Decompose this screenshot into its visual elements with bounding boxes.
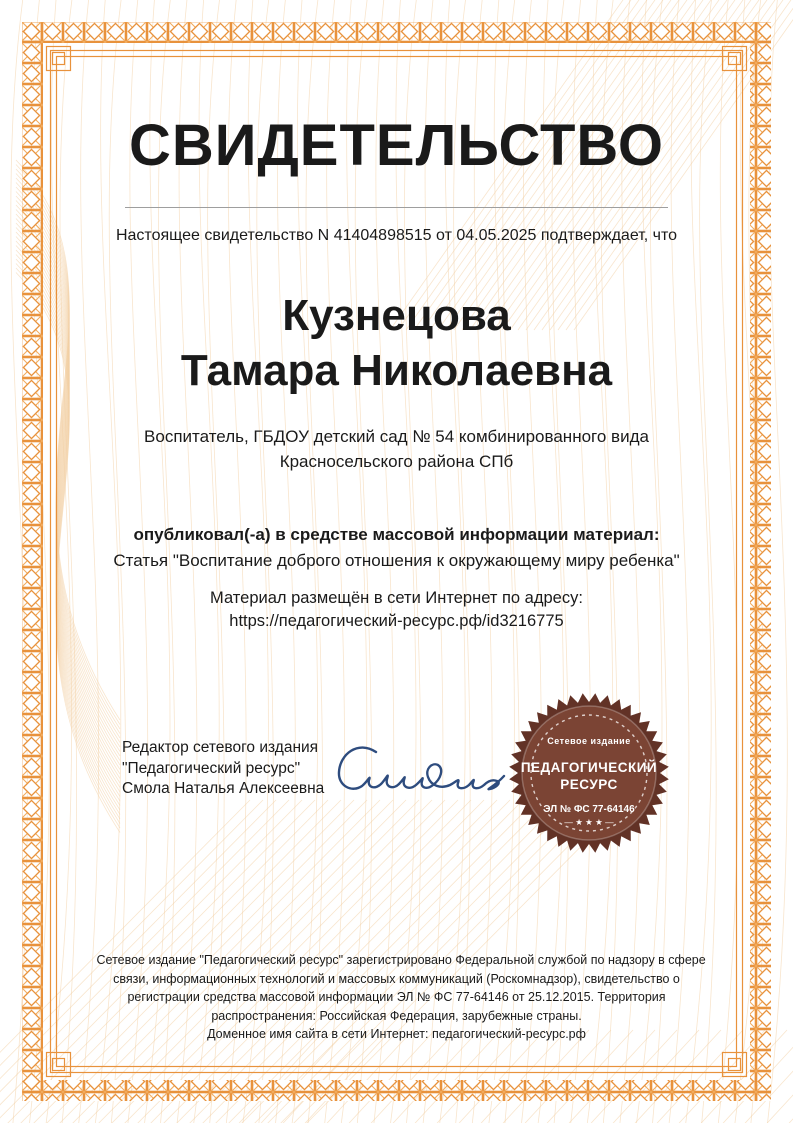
seal-top-text: Сетевое издание (547, 736, 631, 746)
editor-block (122, 738, 324, 800)
editor-name: Смола Наталья Алексеевна (122, 780, 325, 797)
material-url: https://педагогический-ресурс.рф/id3216775 (229, 612, 564, 630)
seal-reg-number: ЭЛ № ФС 77-64146 (543, 804, 635, 815)
seal-name-line1: ПЕДАГОГИЧЕСКИЙ (520, 760, 658, 775)
material-title: Статья "Воспитание доброго отношения к окружающему миру ребенка" (113, 551, 680, 570)
editor-publication: "Педагогический ресурс" (122, 759, 301, 777)
published-heading: опубликовал(-а) в средстве массовой информации материал: (133, 525, 660, 544)
recipient-position-line1: Воспитатель, ГБДОУ детский сад № 54 комбинированного вида (144, 427, 649, 446)
signature-stroke (339, 748, 504, 790)
statement-prefix: Настоящее свидетельство N (115, 227, 330, 244)
footer-line: Сетевое издание "Педагогический ресурс" зарегистрировано Федеральной службой по надзору в сфере (96, 953, 706, 967)
seal-stars: — ★ ★ ★ — (564, 817, 614, 827)
recipient-position-line2: Красносельского района СПб (279, 452, 514, 471)
signature-image (332, 738, 512, 798)
editor-role: Редактор сетевого издания (122, 739, 319, 756)
footer-line: Доменное имя сайта в сети Интернет: педагогический-ресурс.рф (207, 1027, 586, 1041)
certificate-date: 04.05.2025 (456, 227, 537, 244)
material-address (0, 587, 793, 633)
recipient-first-middle-name: Тамара Николаевна (180, 346, 613, 395)
title-divider (125, 207, 668, 208)
statement-middle: от (436, 227, 452, 244)
footer-line: распространения: Российская Федерация, зарубежные страны. (211, 1008, 582, 1023)
footer-line: регистрации средства массовой информации ЭЛ № ФС 77-64146 от 25.12.2015. Территория (127, 990, 666, 1004)
footer-line: связи, информационных технологий и массовых коммуникаций (Роскомнадзор), свидетельство о (113, 971, 680, 986)
certificate-title: СВИДЕТЕЛЬСТВО (129, 113, 664, 178)
seal-name-line2: РЕСУРС (560, 777, 618, 792)
publication-seal (509, 693, 669, 853)
certificate-number: 41404898515 (333, 227, 432, 244)
registration-footer (96, 951, 706, 1044)
statement-line (0, 227, 793, 245)
statement-suffix: подтверждает, что (540, 227, 678, 244)
recipient-name (0, 288, 793, 398)
recipient-position (0, 424, 793, 474)
address-label: Материал размещён в сети Интернет по адресу: (210, 589, 583, 607)
recipient-last-name: Кузнецова (282, 291, 511, 340)
